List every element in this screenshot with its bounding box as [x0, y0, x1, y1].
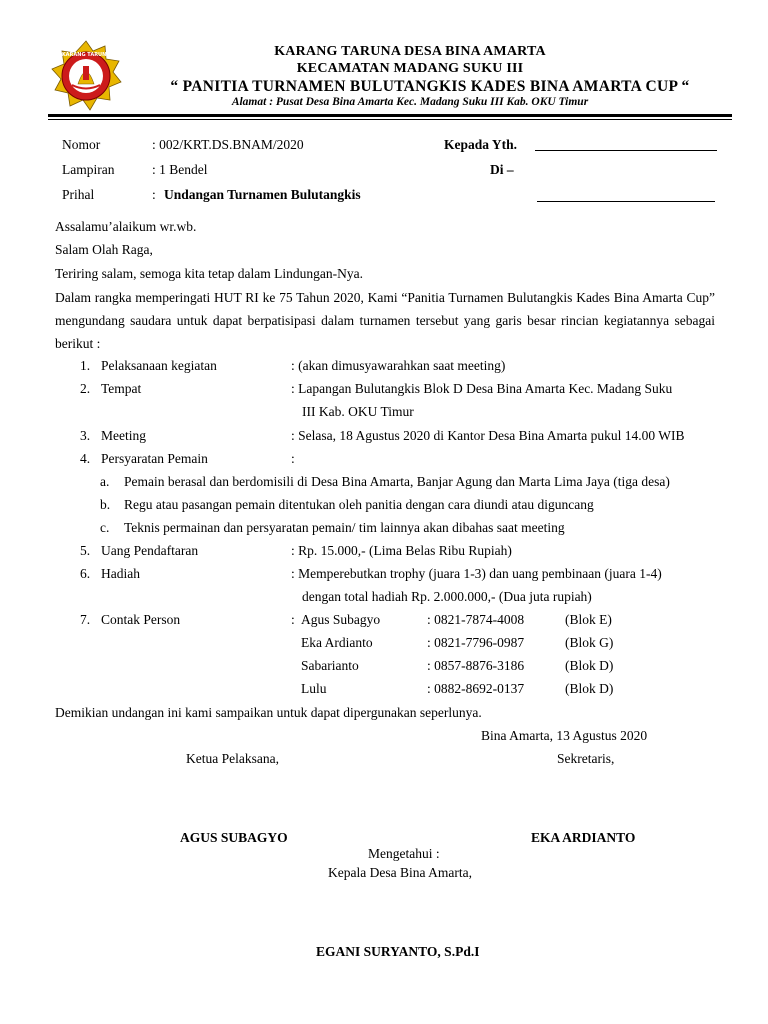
- contact-3-phone: : 0857-8876-3186: [427, 658, 525, 673]
- known-label: Mengetahui :: [368, 846, 440, 861]
- req-b-letter: b.: [100, 497, 111, 512]
- organization-logo: [50, 40, 122, 112]
- item-4-num: 4.: [80, 451, 91, 466]
- address-line: [537, 186, 715, 202]
- req-a-letter: a.: [100, 474, 110, 489]
- header-line-3: “ PANITIA TURNAMEN BULUTANGKIS KADES BINA AMARTA CUP “: [170, 78, 690, 95]
- item-3-num: 3.: [80, 428, 91, 443]
- item-2-label: Tempat: [101, 381, 142, 396]
- contact-4-block: (Blok D): [565, 681, 614, 696]
- greeting-3: Teriring salam, semoga kita tetap dalam Lindungan-Nya.: [55, 266, 363, 281]
- contact-1-name: Agus Subagyo: [301, 612, 381, 627]
- item-6-label: Hadiah: [101, 566, 140, 581]
- closing-paragraph: Demikian undangan ini kami sampaikan untuk dapat dipergunakan seperlunya.: [55, 705, 482, 720]
- right-signature-title: Sekretaris,: [557, 751, 615, 766]
- item-6-value-cont: dengan total hadiah Rp. 2.000.000,- (Dua juta rupiah): [302, 589, 592, 604]
- right-signature-name: EKA ARDIANTO: [531, 830, 636, 845]
- item-3-value: : Selasa, 18 Agustus 2020 di Kantor Desa Bina Amarta pukul 14.00 WIB: [291, 428, 685, 443]
- di-label: Di –: [490, 162, 514, 177]
- item-5-num: 5.: [80, 543, 91, 558]
- req-a-text: Pemain berasal dan berdomisili di Desa Bina Amarta, Banjar Agung dan Marta Lima Jaya (tiga desa): [124, 474, 670, 489]
- item-7-value: :: [291, 612, 295, 627]
- contact-4-phone: : 0882-8692-0137: [427, 681, 525, 696]
- left-signature-title: Ketua Pelaksana,: [186, 751, 279, 766]
- contact-2-name: Eka Ardianto: [301, 635, 373, 650]
- contact-4-name: Lulu: [301, 681, 327, 696]
- prihal-label: Prihal: [62, 187, 95, 202]
- item-6-value: : Memperebutkan trophy (juara 1-3) dan uang pembinaan (juara 1-4): [291, 566, 662, 581]
- item-6-num: 6.: [80, 566, 91, 581]
- lampiran-label: Lampiran: [62, 162, 115, 177]
- prihal-colon: :: [152, 187, 156, 202]
- contact-3-name: Sabarianto: [301, 658, 359, 673]
- header-address: Alamat : Pusat Desa Bina Amarta Kec. Madang Suku III Kab. OKU Timur: [231, 96, 589, 108]
- greeting-2: Salam Olah Raga,: [55, 242, 153, 257]
- prihal-value: Undangan Turnamen Bulutangkis: [164, 187, 361, 202]
- item-1-num: 1.: [80, 358, 91, 373]
- contact-2-block: (Blok G): [565, 635, 614, 650]
- header-rule-thick: [48, 114, 732, 117]
- item-3-label: Meeting: [101, 428, 146, 443]
- item-4-value: :: [291, 451, 295, 466]
- item-5-value: : Rp. 15.000,- (Lima Belas Ribu Rupiah): [291, 543, 512, 558]
- nomor-label: Nomor: [62, 137, 101, 152]
- item-2-value: : Lapangan Bulutangkis Blok D Desa Bina Amarta Kec. Madang Suku: [291, 381, 673, 396]
- header-line-1: KARANG TARUNA DESA BINA AMARTA: [274, 44, 546, 59]
- kepada-line: [535, 136, 717, 151]
- item-5-label: Uang Pendaftaran: [101, 543, 199, 558]
- item-2-num: 2.: [80, 381, 91, 396]
- contact-1-block: (Blok E): [565, 612, 612, 627]
- contact-2-phone: : 0821-7796-0987: [427, 635, 525, 650]
- contact-1-phone: : 0821-7874-4008: [427, 612, 525, 627]
- nomor-value: : 002/KRT.DS.BNAM/2020: [152, 137, 304, 152]
- item-1-value: : (akan dimusyawarahkan saat meeting): [291, 358, 506, 373]
- header-line-2: KECAMATAN MADANG SUKU III: [296, 61, 524, 76]
- logo-text: KARANG TARUNA: [61, 52, 111, 58]
- known-signature-name: EGANI SURYANTO, S.Pd.I: [316, 944, 480, 959]
- lampiran-value: : 1 Bendel: [152, 162, 208, 177]
- place-date: Bina Amarta, 13 Agustus 2020: [481, 728, 648, 743]
- greeting-1: Assalamu’alaikum wr.wb.: [55, 219, 197, 234]
- item-1-label: Pelaksanaan kegiatan: [101, 358, 217, 373]
- item-7-label: Contak Person: [101, 612, 181, 627]
- header-rule-thin: [48, 119, 732, 120]
- req-c-text: Teknis permainan dan persyaratan pemain/ tim lainnya akan dibahas saat meeting: [124, 520, 565, 535]
- item-4-label: Persyaratan Pemain: [101, 451, 208, 466]
- contact-3-block: (Blok D): [565, 658, 614, 673]
- intro-paragraph: Dalam rangka memperingati HUT RI ke 75 Tahun 2020, Kami “Panitia Turnamen Bulutangkis Kades Bina Amarta Cup” mengundang saudara untuk dapat berpatisipasi dalam turnamen tersebut yang garis besar rincian kegiatannya sebagai berikut :: [55, 290, 715, 351]
- kepada-label: Kepada Yth.: [444, 137, 518, 152]
- item-2-value-cont: III Kab. OKU Timur: [302, 404, 414, 419]
- req-c-letter: c.: [100, 520, 110, 535]
- item-7-num: 7.: [80, 612, 91, 627]
- req-b-text: Regu atau pasangan pemain ditentukan oleh panitia dengan cara diundi atau diguncang: [124, 497, 594, 512]
- left-signature-name: AGUS SUBAGYO: [180, 830, 288, 845]
- known-title: Kepala Desa Bina Amarta,: [328, 865, 472, 880]
